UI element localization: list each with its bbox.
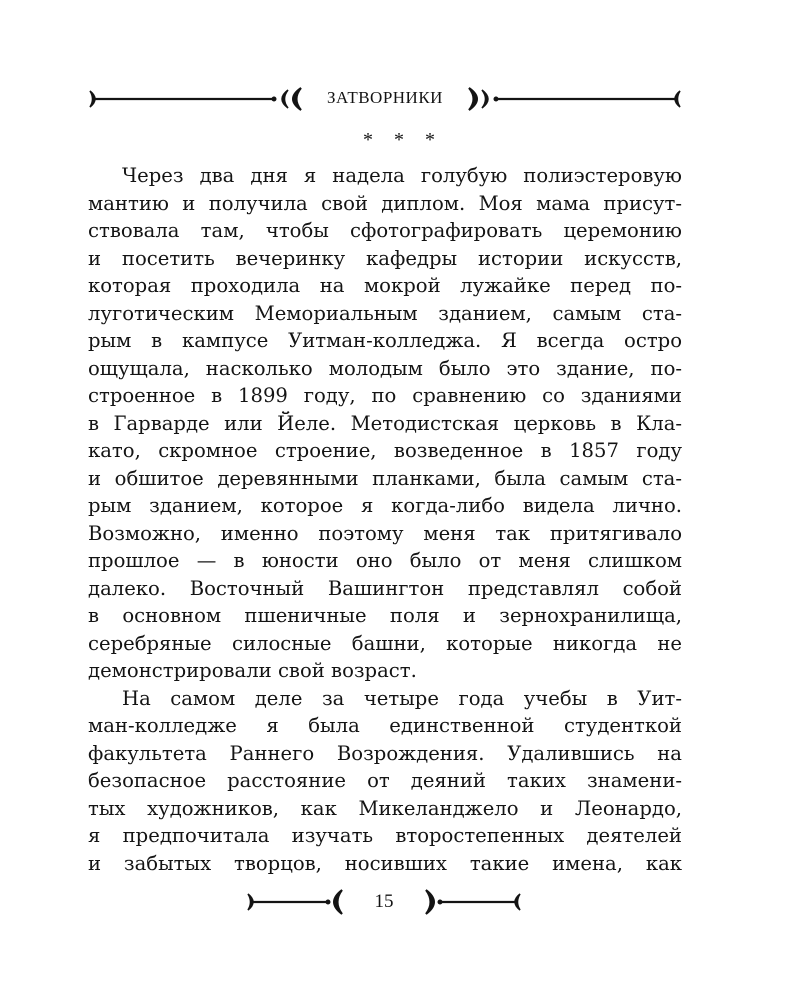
text-line: тых художников, как Микеланджело и Леонардо, (88, 796, 682, 820)
text-line: Через два дня я надела голубую полиэстеровую (122, 164, 682, 187)
text-line: и забытых творцов, носивших такие имена, как (88, 851, 682, 875)
text-line: я предпочитала изучать второстепенных деятелей (88, 824, 682, 847)
page-footer (246, 886, 522, 918)
body-text (88, 162, 682, 877)
running-header (88, 84, 682, 114)
text-line: рым зданием, которое я когда-либо видела лично. (88, 494, 682, 517)
text-line: рым в кампусе Уитман-колледжа. Я всегда остро (88, 329, 682, 352)
text-line: ман-колледже я была единственной студенткой (88, 714, 682, 737)
text-line: и обшитое деревянными планками, была самым ста- (88, 466, 682, 490)
text-line: ощущала, насколько молодым было это здание, по- (88, 356, 682, 380)
text-line: факультета Раннего Возрождения. Удалившись на (88, 741, 682, 765)
section-separator: * * * (363, 129, 437, 151)
text-line: прошлое — в юности оно было от меня слишком (88, 549, 682, 572)
text-line: мантию и получила свой диплом. Моя мама присут- (88, 191, 682, 215)
page-number: 15 (374, 891, 394, 912)
text-line: в Гарварде или Йеле. Методистская церковь в Кла- (88, 411, 682, 435)
text-line: Возможно, именно поэтому меня так притягивало (88, 521, 682, 545)
text-line: като, скромное строение, возведенное в 1857 году (88, 439, 682, 462)
text-line: безопасное расстояние от деяний таких знамени- (88, 769, 682, 792)
text-line: которая проходила на мокрой лужайке перед по- (88, 274, 682, 297)
text-line: луготическим Мемориальным зданием, самым ста- (88, 301, 682, 325)
text-line: ствовала там, чтобы сфотографировать церемонию (88, 219, 682, 242)
text-line: На самом деле за четыре года учебы в Уит- (122, 686, 682, 710)
text-line: и посетить вечеринку кафедры истории искусств, (88, 246, 682, 270)
text-line: серебряные силосные башни, которые никогда не (88, 631, 682, 655)
text-line: демонстрировали свой возраст. (88, 659, 417, 682)
text-line: далеко. Восточный Вашингтон представлял собой (88, 576, 682, 600)
text-line: в основном пшеничные поля и зернохранилища, (88, 604, 682, 627)
running-title: ЗАТВОРНИКИ (327, 88, 443, 107)
text-line: строенное в 1899 году, по сравнению со зданиями (88, 384, 682, 407)
